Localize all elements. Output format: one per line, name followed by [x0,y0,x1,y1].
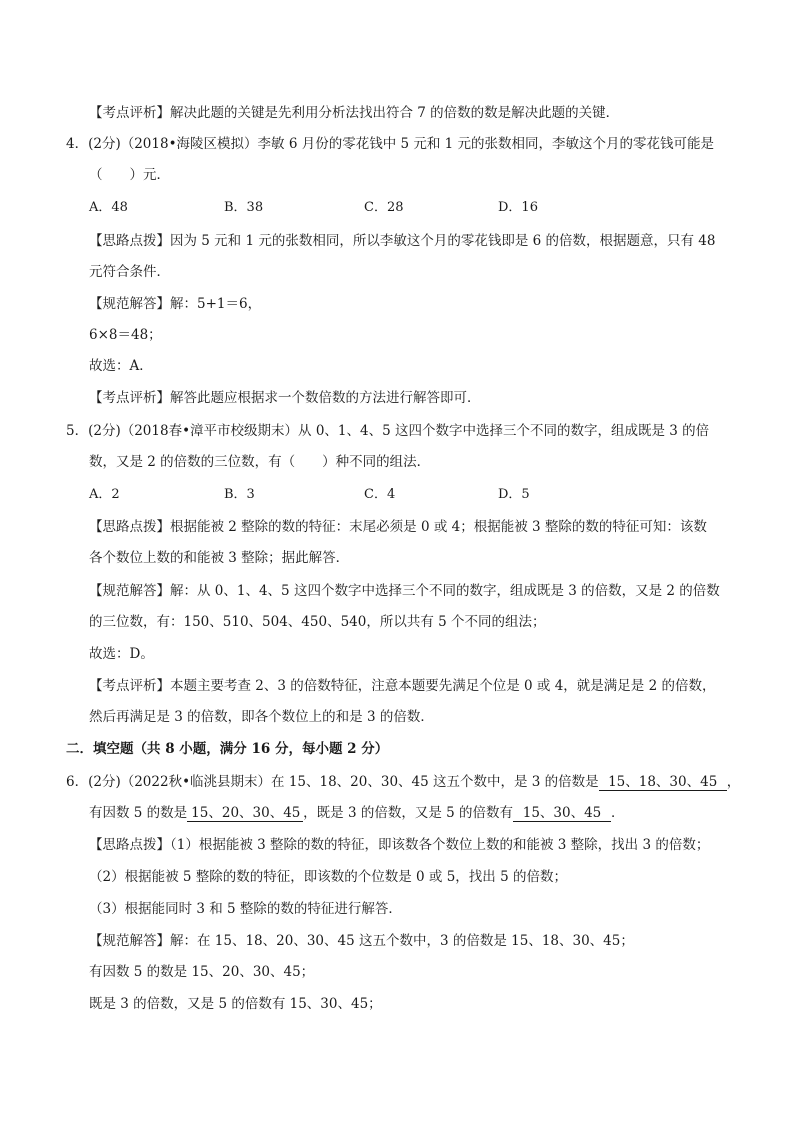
question-4-stem: 4．(2分)（2018•海陵区模拟）李敏 6 月份的零花钱中 5 元和 1 元的张数相同，李敏这个月的零花钱可能是 [66,136,715,152]
solution-line-q6-3: 既是 3 的倍数，又是 5 的倍数有 15、30、45； [89,996,382,1012]
solution-line-q4: 【规范解答】解：5+1＝6， [89,296,262,312]
hint-line-q6: 【思路点拨】（1）根据能被 3 整除的数的特征，即该数各个数位上数的和能被 3 整除，找出 3 的倍数； [89,837,710,853]
solution-line-q6: 【规范解答】解：在 15、18、20、30、45 这五个数中，3 的倍数是 15、18、30、45； [89,933,634,949]
answer-blank-2: 15、20、30、45 [187,805,303,822]
option-a: A．2 [89,487,120,502]
question-4-stem-cont: （ ）元． [89,167,170,183]
option-c: C．28 [364,200,404,215]
hint-line-q5-cont: 各个数位上数的和能被 3 整除；据此解答． [89,550,350,566]
analysis-line-q3: 【考点评析】解决此题的关键是先利用分析法找出符合 7 的倍数的数是解决此题的关键． [89,105,620,121]
hint-line-q6-2: （2）根据能被 5 整除的数的特征，即该数的个位数是 0 或 5，找出 5 的倍数； [89,869,567,885]
solution-line-q5: 【规范解答】解：从 0、1、4、5 这四个数字中选择三个不同的数字，组成既是 3 的倍数，又是 2 的倍数 [89,583,720,599]
option-d: D．5 [498,487,530,502]
solution-line-q5-cont: 的三位数，有：150、510、504、450、540，所以共有 5 个不同的组法； [89,614,546,630]
hint-line-q4: 【思路点拨】因为 5 元和 1 元的张数相同，所以李敏这个月的零花钱即是 6 的倍数，根据题意，只有 48 [89,233,716,249]
hint-line-q6-3: （3）根据能同时 3 和 5 整除的数的特征进行解答． [89,901,402,917]
option-b: B．3 [224,487,255,502]
option-d: D．16 [498,200,538,215]
answer-line-q4: 故选：A． [89,358,153,374]
option-a: A．48 [89,200,128,215]
answer-blank-1: 15、18、30、45 [599,774,727,791]
answer-line-q5: 故选：D。 [89,646,154,662]
question-6-stem-cont: 有因数 5 的数是 15、20、30、45 ，既是 3 的倍数，又是 5 的倍数有 15、30、45 ． [89,805,625,821]
hint-line-q4-cont: 元符合条件． [89,264,170,280]
section-heading-fill-in: 二．填空题（共 8 小题，满分 16 分，每小题 2 分） [66,741,389,757]
solution-line-q4-cont: 6×8＝48； [89,327,162,343]
option-c: C．4 [364,487,396,502]
answer-blank-3: 15、30、45 [513,805,611,822]
analysis-line-q5: 【考点评析】本题主要考查 2、3 的倍数特征，注意本题要先满足个位是 0 或 4，就是满足是 2 的倍数， [89,678,716,694]
analysis-line-q4: 【考点评析】解答此题应根据求一个数倍数的方法进行解答即可． [89,390,481,406]
question-5-stem-cont: 数，又是 2 的倍数的三位数，有（ ）种不同的组法． [89,454,431,470]
solution-line-q6-2: 有因数 5 的数是 15、20、30、45； [89,964,315,980]
option-b: B．38 [224,200,264,215]
question-6-stem: 6．(2分)（2022秋•临洮县期末）在 15、18、20、30、45 这五个数中，是 3 的倍数是 15、18、30、45 ， [66,774,741,790]
analysis-line-q5-cont: 然后再满足是 3 的倍数，即各个数位上的和是 3 的倍数． [89,709,434,725]
hint-line-q5: 【思路点拨】根据能被 2 整除的数的特征：末尾必须是 0 或 4；根据能被 3 整除的数的特征可知：该数 [89,519,707,535]
question-5-stem: 5．(2分)（2018春•漳平市校级期末）从 0、1、4、5 这四个数字中选择三个不同的数字，组成既是 3 的倍 [66,423,710,439]
